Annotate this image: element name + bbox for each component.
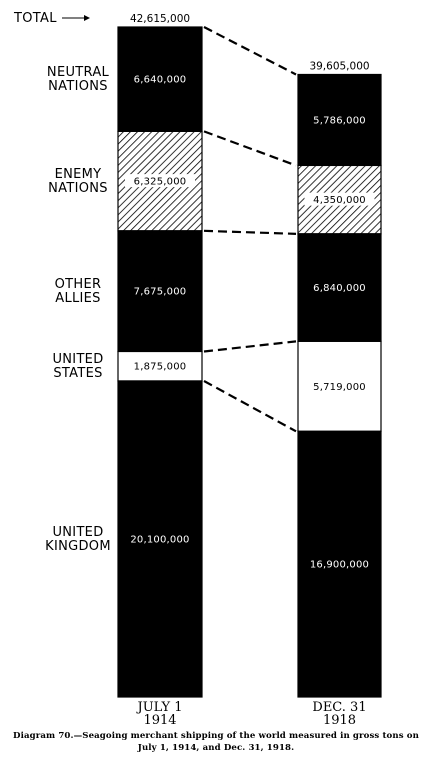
series-name-label: STATES	[53, 366, 103, 382]
column-total-label: 42,615,000	[129, 13, 191, 25]
category-label: 1918	[322, 713, 357, 728]
value-label: 6,325,000	[133, 176, 187, 188]
total-arrowhead	[84, 15, 90, 21]
value-label: 5,719,000	[313, 381, 366, 393]
value-label: 6,840,000	[313, 283, 366, 295]
connector-dash	[204, 231, 296, 234]
total-label: TOTAL	[14, 11, 57, 26]
series-name-label: NATIONS	[48, 79, 108, 95]
series-name-label: NATIONS	[48, 181, 108, 197]
series-name-label: KINGDOM	[45, 538, 111, 554]
series-name-label: NEUTRAL	[46, 65, 110, 81]
value-label: 1,875,000	[133, 361, 187, 373]
series-name-label: UNITED	[52, 352, 104, 368]
category-label: JULY 1	[137, 700, 183, 715]
value-label: 16,900,000	[309, 559, 370, 571]
figure-caption: Diagram 70.—Seagoing merchant shipping of the world measured in gross tons on July 1, 1914, and Dec. 31, 1918.	[13, 731, 419, 753]
value-label: 7,675,000	[133, 286, 187, 298]
connector-dash	[204, 27, 296, 74]
category-label: DEC. 31	[312, 700, 367, 715]
category-label: 1914	[143, 713, 177, 728]
series-name-label: ALLIES	[55, 291, 101, 307]
value-label: 6,640,000	[133, 74, 187, 86]
series-name-label: OTHER	[54, 277, 102, 293]
value-label: 5,786,000	[313, 115, 366, 127]
connector-dash	[204, 341, 296, 351]
series-name-label: UNITED	[52, 524, 104, 540]
value-label: 4,350,000	[313, 195, 366, 207]
connector-dash	[204, 381, 296, 431]
connector-dash	[204, 131, 296, 165]
series-name-label: ENEMY	[54, 167, 102, 183]
column-total-label: 39,605,000	[309, 60, 370, 73]
value-label: 20,100,000	[130, 534, 190, 546]
